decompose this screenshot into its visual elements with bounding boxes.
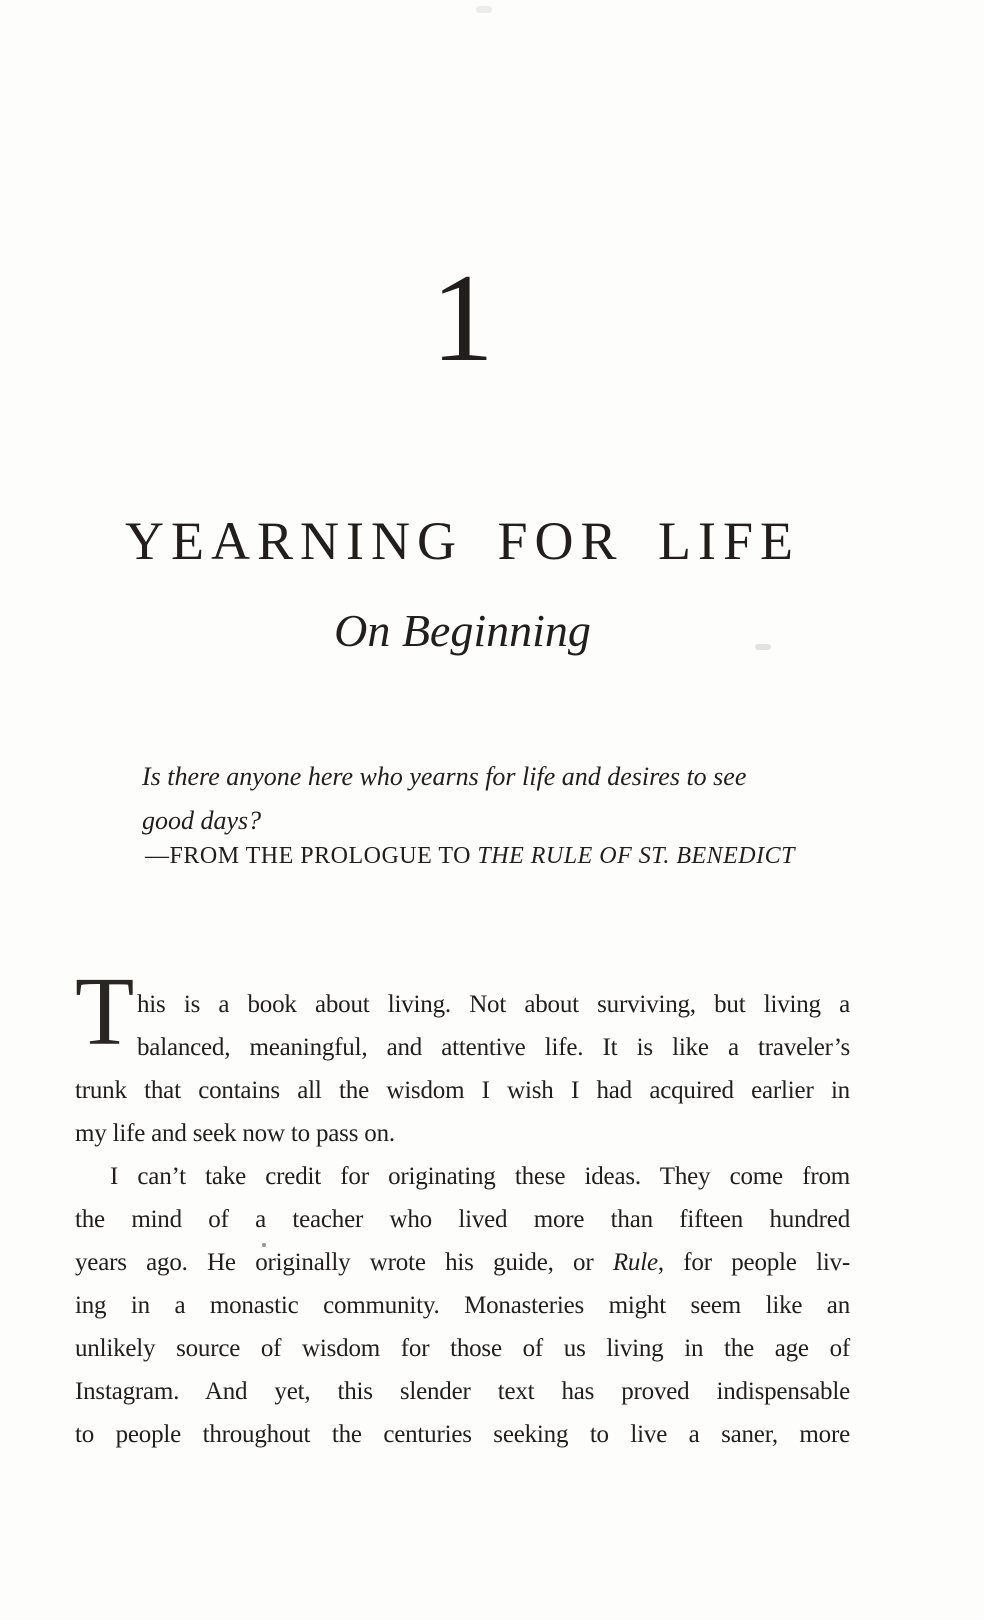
body-line: his is a book about living. Not about surviving, but living a [137, 991, 850, 1018]
chapter-number: 1 [431, 249, 494, 388]
body-line-segment: , for people liv- [657, 1249, 850, 1276]
body-text [75, 958, 850, 1456]
body-line: the mind of a teacher who lived more than fifteen hundred [75, 1206, 850, 1233]
paragraph-1 [75, 958, 850, 1155]
body-line: trunk that contains all the wisdom I wish I had acquired earlier in [75, 1077, 850, 1104]
drop-cap: T [75, 958, 135, 1065]
chapter-title: YEARNING FOR LIFE [124, 511, 800, 571]
attribution-source-title: THE RULE OF ST. BENEDICT [477, 843, 795, 869]
body-line-segment: years ago. He originally wrote his guide, or [75, 1249, 613, 1276]
text-column [75, 0, 850, 1620]
body-line: unlikely source of wisdom for those of us living in the age of [75, 1335, 850, 1362]
epigraph-attribution [75, 843, 850, 871]
body-line: Instagram. And yet, this slender text has proved indispensable [75, 1378, 850, 1405]
body-line: I can’t take credit for originating these ideas. They come from [110, 1163, 850, 1190]
chapter-subtitle: On Beginning [334, 605, 591, 656]
body-line [75, 1241, 850, 1284]
epigraph-quote-line-1: Is there anyone here who yearns for life and desires to see [142, 762, 747, 791]
body-line: to people throughout the centuries seeking to live a saner, more [75, 1421, 850, 1448]
body-line: balanced, meaningful, and attentive life. It is like a traveler’s [137, 1034, 850, 1061]
body-line: ing in a monastic community. Monasteries might seem like an [75, 1292, 850, 1319]
epigraph-quote [142, 755, 842, 843]
paragraph-2 [75, 1155, 850, 1456]
body-line: my life and seek now to pass on. [75, 1120, 395, 1147]
attribution-prefix: —FROM THE PROLOGUE TO [145, 843, 478, 869]
epigraph-quote-line-2: good days? [142, 806, 262, 835]
book-title-inline: Rule [612, 1249, 658, 1276]
